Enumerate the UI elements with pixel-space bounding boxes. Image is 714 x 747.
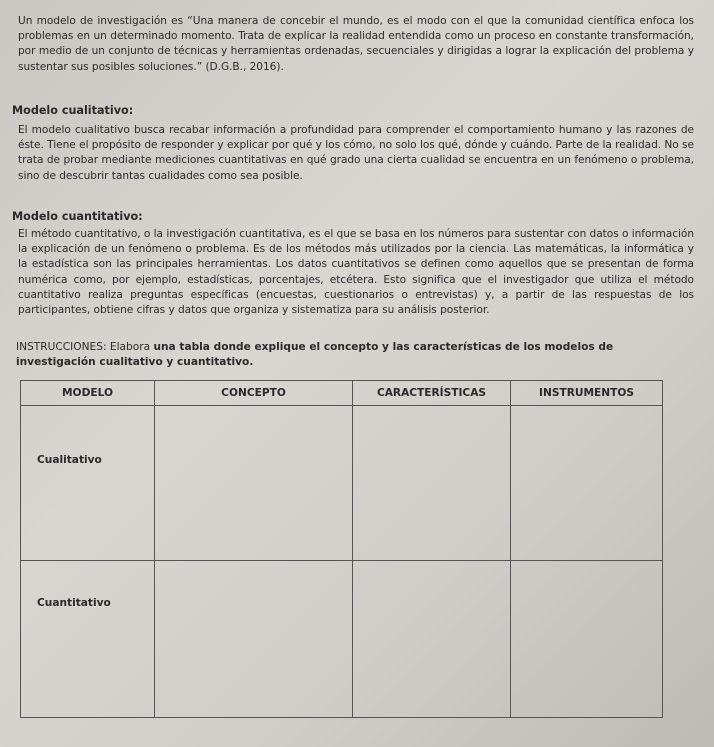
models-table [20,380,663,718]
table-row-cualitativo [21,406,663,561]
qualitative-heading: Modelo cualitativo: [12,104,134,117]
quantitative-paragraph: El método cuantitativo, o la investigación cuantitativa, es el que se basa en los números para sustentar con datos o información la explicación de un fenómeno o problema. Es de los métodos más utilizados por la ciencia. Las matemáticas, la informática y la estadística son las principales herramientas. Los datos cuantitativos se definen como aquellos que se presentan de forma numérica como, por ejemplo, estadísticas, porcentajes, etcétera. Esto significa que el investigador que utiliza el método cuantitativo realiza preguntas específicas (encuestas, cuestionarios o entrevistas) y, a partir de las respuestas de los participantes, obtiene cifras y datos que organiza y sistematiza para su análisis posterior. [18,228,695,317]
header-modelo: MODELO [21,381,155,406]
header-concepto: CONCEPTO [155,381,353,406]
model-label-cuantitativo: Cuantitativo [37,597,111,609]
model-cell-cuantitativo [21,561,155,718]
header-instrumentos: INSTRUMENTOS [511,381,663,406]
instructions-bold: una tabla donde explique el concepto y las características de los modelos de investigación cualitativo y cuantitativo. [16,341,614,368]
caracteristicas-cell-cuantitativo[interactable] [353,561,511,718]
model-label-cualitativo: Cualitativo [37,454,102,466]
instructions-prefix: INSTRUCCIONES: Elabora [16,341,154,353]
concepto-cell-cuantitativo[interactable] [155,561,353,718]
quantitative-heading: Modelo cuantitativo: [12,210,143,223]
model-cell-cualitativo [21,406,155,561]
table-row-cuantitativo [21,561,663,718]
table-header-row [21,381,663,406]
caracteristicas-cell-cualitativo[interactable] [353,406,511,561]
instrumentos-cell-cualitativo[interactable] [511,406,663,561]
concepto-cell-cualitativo[interactable] [155,406,353,561]
header-caracteristicas: CARACTERÍSTICAS [353,381,511,406]
instrumentos-cell-cuantitativo[interactable] [511,561,663,718]
instructions [16,340,696,370]
intro-paragraph: Un modelo de investigación es “Una manera de concebir el mundo, es el modo con el que la comunidad científica enfoca los problemas en un determinado momento. Trata de explicar la realidad entendida como un proceso en constante transformación, por medio de un conjunto de técnicas y herramientas ordenadas, secuenciales y dirigidas a lograr la explicación del problema y sustentar sus posibles soluciones.” (D.G.B., 2016). [18,15,694,73]
qualitative-paragraph: El modelo cualitativo busca recabar información a profundidad para comprender el comportamiento humano y las razones de éste. Tiene el propósito de responder y explicar por qué y los cómo, no solo los qué, dónde y cuándo. Parte de la realidad. No se trata de probar mediante mediciones cuantitativas en qué grado una cierta cualidad se encuentra en un fenómeno o problema, sino de descubrir tantas cualidades como sea posible. [18,124,694,182]
